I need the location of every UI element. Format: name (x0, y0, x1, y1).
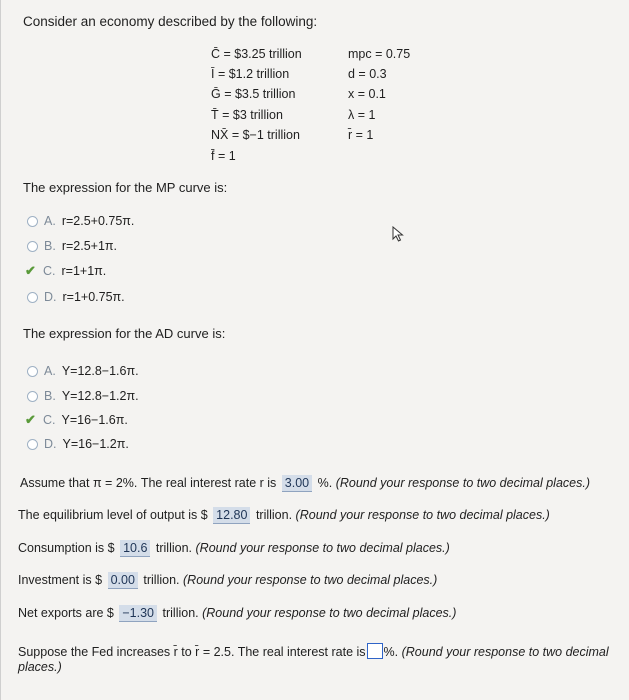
radio-button[interactable] (27, 216, 38, 227)
net-exports-answer[interactable]: −1.30 (119, 605, 157, 622)
radio-button[interactable] (27, 241, 38, 252)
param-government-spending: Ḡ = $3.5 trillion (211, 87, 296, 101)
checkmark-icon: ✔ (25, 263, 36, 278)
param-autonomous-investment: Ī = $1.2 trillion (211, 67, 290, 81)
interest-rate-answer[interactable]: 3.00 (282, 475, 312, 492)
radio-button[interactable] (27, 391, 38, 402)
investment-question: Investment is $ 0.00 trillion. (Round your response to two decimal places.) (18, 573, 438, 587)
mp-option-a[interactable]: A. r=2.5+0.75π. (27, 214, 134, 228)
mouse-pointer-icon (392, 226, 406, 242)
investment-answer[interactable]: 0.00 (108, 572, 138, 589)
radio-button[interactable] (27, 439, 38, 450)
ad-option-a[interactable]: A. Y=12.8−1.6π. (27, 364, 139, 378)
output-question: The equilibrium level of output is $ 12.80 trillion. (Round your response to two decimal places.) (18, 508, 550, 522)
ad-option-d[interactable]: D. Y=16−1.2π. (27, 437, 129, 451)
net-exports-question: Net exports are $ −1.30 trillion. (Round your response to two decimal places.) (18, 606, 457, 620)
ad-option-b[interactable]: B. Y=12.8−1.2π. (27, 389, 139, 403)
radio-button[interactable] (27, 292, 38, 303)
interest-rate-question: Assume that π = 2%. The real interest rate r is 3.00 %. (Round your response to two decimal places.) (20, 476, 590, 490)
ad-option-c[interactable]: ✔ C. Y=16−1.6π. (25, 412, 128, 427)
param-taxes: T̄ = $3 trillion (211, 108, 283, 122)
interest-rate-input[interactable] (367, 643, 383, 659)
param-mpc: mpc = 0.75 (348, 47, 411, 61)
mp-option-d[interactable]: D. r=1+0.75π. (27, 290, 125, 304)
output-answer[interactable]: 12.80 (213, 507, 250, 524)
fed-increase-note-continued: places.) (18, 660, 62, 674)
radio-button[interactable] (27, 366, 38, 377)
ad-question: The expression for the AD curve is: (23, 326, 226, 341)
mp-option-c[interactable]: ✔ C. r=1+1π. (25, 263, 107, 278)
param-financial-friction: f̄ = 1 (211, 149, 236, 163)
intro-text: Consider an economy described by the following: (23, 14, 318, 29)
param-x: x = 0.1 (348, 87, 386, 101)
consumption-question: Consumption is $ 10.6 trillion. (Round your response to two decimal places.) (18, 541, 450, 555)
param-r-bar: r̄ = 1 (348, 128, 374, 142)
fed-increase-question: Suppose the Fed increases r̄ to r̄ = 2.5. The real interest rate is %. (Round your response to two decimal (18, 645, 609, 659)
param-net-exports: NX̄ = $−1 trillion (211, 128, 300, 142)
mp-question: The expression for the MP curve is: (23, 180, 228, 195)
mp-option-b[interactable]: B. r=2.5+1π. (27, 239, 117, 253)
checkmark-icon: ✔ (25, 412, 36, 427)
param-d: d = 0.3 (348, 67, 387, 81)
consumption-answer[interactable]: 10.6 (120, 540, 150, 557)
param-autonomous-consumption: C̄ = $3.25 trillion (211, 47, 302, 61)
param-lambda: λ = 1 (348, 108, 376, 122)
